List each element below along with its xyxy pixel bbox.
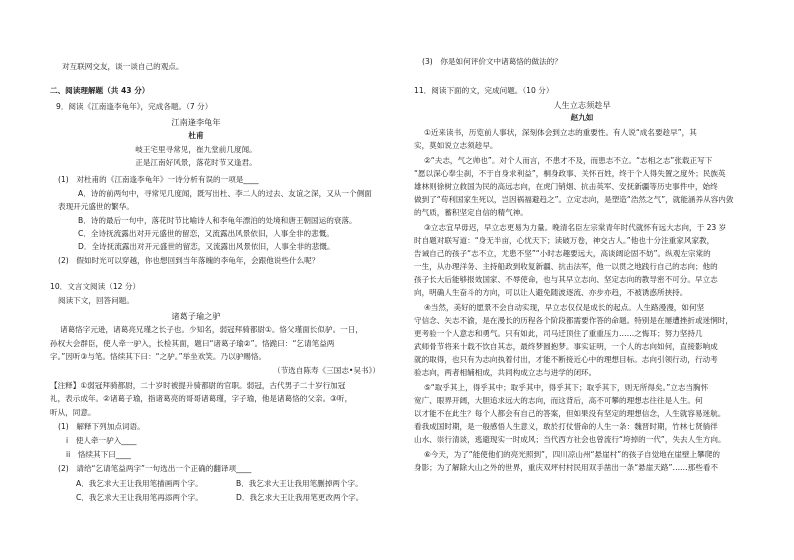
essay-p4-line-1: ④当然，美好的愿景不会自动实现，早立志仅仅是成长的起点。人生路漫漫，如何坚 xyxy=(424,303,705,312)
question-9-stem: 9．阅读《江南逢李龟年》，完成各题。（7 分） xyxy=(56,102,213,111)
essay-p5-line-1: ⑤“取乎其上，得乎其中；取乎其中，得乎其下；取乎其下，则无所得矣。”立志当胸怀 xyxy=(424,383,709,392)
intro-line: 对互联网交友，谈一谈自己的观点。 xyxy=(62,62,184,71)
passage-source: （节选自陈寿《三国志•吴书》） xyxy=(273,366,380,375)
q10-sub3: (3) 你是如何评价文中诸葛恪的做法的？ xyxy=(422,57,562,66)
essay-p2-line-1: ②“夫志，气之帅也”。对个人而言，不患才不及，而患志不立。“志相之志”张载正写下 xyxy=(424,156,713,165)
essay-p4-line-5: 就的取得，也只有为志向执着付出，才能不断接近心中的理想目标。志向引领行动，行动考 xyxy=(414,355,718,364)
essay-p5-line-2: 宽广、眼界开阔，大胆追求远大的志向，而这背后，高不可攀的理想志往往是人生。何 xyxy=(414,396,703,405)
q10-option-b: B．我乞求大王让我用笔删掉两个字。 xyxy=(236,479,363,488)
essay-p6-line-1: ⑥今天，为了“能使他们的亮光照到”，四川凉山州“悬崖村”的孩子自觉地在崖壁上攀爬的 xyxy=(424,450,720,459)
q10-option-a: A．我乞求大王让我用笔描画两个字。 xyxy=(76,479,203,488)
essay-p3-line-2: 时自题对联写道：“身无半亩，心忧天下；读破万卷，神交古人。”他也十分注重家风家教， xyxy=(414,236,715,245)
q10-sub2: (2) 请给“乞请笔益两字”一句选出一个正确的翻译项____ xyxy=(58,464,252,473)
q9-option-b: B．诗的最后一句中，落花时节比喻诗人和李龟年漂泊的处境和唐王朝国运的衰落。 xyxy=(78,216,357,225)
essay-p4-line-2: 守信念、矢志不渝，是在漫长的历程各个阶段都需要作答的命题。特别是在屡遭挫折或迷惘时， xyxy=(414,316,733,325)
q10-instruction: 阅读下文，回答问题。 xyxy=(58,296,134,305)
essay-p4-line-6: 验志向，两者相辅相成，共同构成立志与进学的闭环。 xyxy=(414,368,597,377)
essay-p5-line-3: 以才能不在此生？每个人都会有自己的答案，但如果没有坚定的理想信念，人生就容易迷航。 xyxy=(414,409,726,418)
q9-option-d: D．全诗抚流露出对开元盛世的留恋，又流露出风景依旧，人事全非的悲慨。 xyxy=(78,242,335,251)
essay-p2-line-4: 做到了“苟利国家生死以，岂因祸福避趋之”。立定志向，是塑造“浩然之气”，就能涵养从容内敛 xyxy=(414,195,734,204)
q9-sub1: (1) 对杜甫的《江南逢李龟年》一诗分析有误的一项是____ xyxy=(58,175,259,184)
essay-p2-line-5: 的气质，蓄积坚定自信的精气神。 xyxy=(414,208,528,217)
essay-p3-line-4: 一生，从办理洋务、主持船政到收复新疆、抗击法军，他一以贯之地践行自己的志向；他的 xyxy=(414,262,718,271)
q9-sub2: (2) 假如时光可以穿越，你也想回到当年落魄的李龟年，会跟他说些什么呢？ xyxy=(58,256,320,265)
essay-p5-line-5: 山水、崇行清谈，逃避现实一时成风；当代西方社会也曾流行“垮掉的一代”，失去人生方向。 xyxy=(414,435,726,444)
essay-p4-line-3: 更考验一个人意志和勇气。只有如此，司马迁顶住了重重压力……之悔耳；努力坚持几 xyxy=(414,329,703,338)
essay-author: 赵九如 xyxy=(570,113,594,122)
passage-line-2: 孙权大会群臣，使人牵一驴入，长检其面，题曰“诸葛子瑜②”。恪跪曰：“乞请笔益两 xyxy=(50,339,335,348)
passage-line-1: 诸葛恪字元逊，诸葛亮兄瑾之长子也。少知名，弱冠拜骑都尉①。恪父瑾面长似驴。一日， xyxy=(60,325,363,334)
q9-option-a-cont: 表现开元盛世的繁华。 xyxy=(58,202,134,211)
essay-p3-line-3: 告诫自己的孩子“志不立，尤患不坚”“小时志趣要远大，高谈阔论固不妨”。纵观左宗棠的 xyxy=(414,249,711,258)
essay-p2-line-3: 雄林则徐树立救国为民的高远志向，在虎门销烟、抗击英军、安抚新疆等历史事件中，始终 xyxy=(414,182,718,191)
passage-title: 诸葛子瑜之驴 xyxy=(171,311,221,321)
notes-line-1: 【注释】①弱冠拜骑都尉，二十岁时被提升骑都尉的官职。弱冠，古代男子二十岁行加冠 xyxy=(50,381,346,390)
notes-line-3: 听从，同意。 xyxy=(50,408,96,417)
section-heading: 二、阅读理解题（共 43 分） xyxy=(50,86,150,95)
poem-line-1: 岐王宅里寻常见，崔九堂前几度闻。 xyxy=(135,145,257,154)
question-11-stem: 11．阅读下面的文，完成问题。（10 分） xyxy=(414,86,554,95)
essay-p2-line-2: “愿以深心奉尘刹，不于自身求利益”，桐身政事、关怀百姓，终于个人得失置之度外；民族英 xyxy=(414,169,726,178)
poem-title: 江南逢李龟年 xyxy=(171,117,221,127)
notes-line-2: 礼，表示成年。②诸葛子瑜，指诸葛亮的哥哥诸葛瑾，字子瑜，他是诸葛恪的父亲。③听， xyxy=(50,394,353,403)
q9-option-c: C．全诗抚流露出对开元盛世的留恋，又流露出风景依旧，人事全非的悲慨。 xyxy=(78,229,334,238)
passage-line-3: 字。”因听③与笔。恪续其下曰：“之驴。”举坐欢笑。乃以驴赐恪。 xyxy=(50,352,267,361)
question-10-stem: 10．文言文阅读（12 分） xyxy=(50,282,141,291)
q10-option-c: C．我乞求大王让我用笔再添两个字。 xyxy=(76,493,203,502)
q9-option-a: A．诗的前两句中，寻常见几度闻，既写出杜、李二人的过去、友谊之深，又从一个侧面 xyxy=(78,189,372,198)
q10-option-d: D．我乞求大王让我用笔更改两个字。 xyxy=(236,493,364,502)
essay-p1-line-2: 实，莫如说立志须趁早。 xyxy=(414,141,498,150)
essay-p3-line-5: 孩子长大后能够报效国家、不辱使命，也与其早立志向、坚定志向的教导密不可分。早立志 xyxy=(414,275,718,284)
essay-title: 人生立志须趁早 xyxy=(553,100,611,110)
q10-sub1: (1) 解释下列加点词语。 xyxy=(58,422,145,431)
poem-author: 杜甫 xyxy=(188,131,204,140)
q10-sub1-i: i 使人牵一驴入____ xyxy=(66,436,137,445)
essay-p6-line-2: 身影；为了解除大山之外的世界，重庆双坪村村民用双手凿出一条“悬崖天路”……那些看不 xyxy=(414,463,719,472)
essay-p3-line-6: 向，明确人生奋斗的方向，可以让人避免随波逐流、亦步亦趋，不被诱惑所挟持。 xyxy=(414,288,688,297)
essay-p5-line-4: 看我成国时期，是一般感悟人生意义，敢於打仗惜命的人生一条：魏晋时期，竹林七贤徜徉 xyxy=(414,422,718,431)
essay-p3-line-1: ③立志宜早毋迟，早立志更易为力量。晚清名臣左宗棠青年时代就怀有远大志向，于 23 岁 xyxy=(424,223,727,232)
essay-p1-line-1: ①近来读书，历览前人事状，深刻体会到立志的重要性。有人说“成名要趁早”，其 xyxy=(424,128,697,137)
essay-p4-line-4: 武师骨节将来十载不饮自其志，最终梦圆抱梦。事实证明，一个人的志向如何，直接影响成 xyxy=(414,342,718,351)
q10-sub1-ii: ii 恪续其下曰____ xyxy=(66,450,131,459)
poem-line-2: 正是江南好风景，落花时节又逢君。 xyxy=(135,158,257,167)
